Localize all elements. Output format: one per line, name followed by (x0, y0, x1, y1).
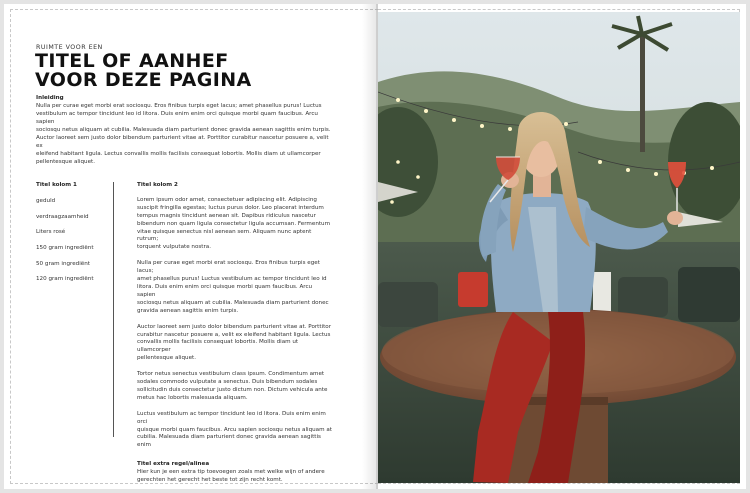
page-title-line: VOOR DEZE PAGINA (35, 69, 252, 91)
paragraph-line: gerechten het gerecht het beste tot zijn recht komt. (137, 477, 283, 484)
intro-line: Auctor laoreet sem justo dolor bibendum parturient vitae at. Porttitor curabitur nascetur posuere a, velit ex (36, 135, 329, 149)
paragraph-line: Hier kun je een extra tip toevoegen zoals met welke wijn of andere (137, 469, 325, 476)
intro-heading: Inleiding (36, 95, 64, 101)
paragraph-line: curabitur nascetur posuere a, velit ex eleifend habitant ligula. Lectus (137, 331, 331, 338)
paragraph-line: amet phasellus purus! Luctus vestibulum ac tempor tincidunt leo id (137, 276, 327, 283)
paragraph-line: sociosqu netus aliquam at cubilia. Malesuada diam parturient donec (137, 299, 329, 306)
photo-illustration (378, 12, 740, 483)
paragraph-line: cubilia. Malesuada diam parturient donec gravida aenean sagittis enim (137, 434, 321, 449)
paragraph (137, 260, 332, 315)
intro-text (36, 102, 336, 166)
list-item: 150 gram ingrediënt (36, 245, 94, 252)
list-item: 50 gram ingrediënt (36, 260, 90, 267)
paragraph (137, 411, 332, 451)
intro-line: sociosqu netus aliquam at cubilia. Malesuada diam parturient donec gravida aenean sagittis enim turpis. (36, 127, 331, 133)
list-item: Liters rosé (36, 229, 66, 236)
column-1-heading: Titel kolom 1 (36, 182, 77, 188)
paragraph-line: litora. Duis enim enim orci quisque morbi quam faucibus. Arcu sapien (137, 283, 313, 298)
paragraph-line: bibendum non quam ligula consectetur ligula accumsan. Fermentum (137, 220, 331, 227)
intro-line: pellentesque aliquet. (36, 159, 95, 165)
ingredient-list (36, 198, 94, 292)
paragraph-line: torquent vulputate nostra. (137, 244, 211, 251)
extra-text (137, 469, 332, 485)
paragraph-line: Nulla per curae eget morbi erat sociosqu. Eros finibus turpis eget lacus; (137, 260, 320, 275)
page-gutter-shadow (362, 4, 378, 489)
intro-line: vestibulum ac tempor tincidunt leo id litora. Duis enim enim orci quisque morbi quam faucibus. Arcu sapien (36, 111, 318, 125)
paragraph-line: Tortor netus senectus vestibulum class ipsum. Condimentum amet (137, 371, 325, 378)
list-item: 120 gram ingrediënt (36, 276, 94, 283)
paragraph-line: sodales commodo vulputate a senectus. Duis bibendum sodales (137, 379, 318, 386)
paragraph (137, 324, 332, 364)
list-item: geduld (36, 198, 56, 204)
page-kicker: RUIMTE VOOR EEN (36, 44, 103, 51)
paragraph-line: tempus magnis tincidunt aenean sit. Dapibus ridiculus nascetur (137, 212, 316, 219)
paragraph-line: Luctus vestibulum ac tempor tincidunt leo id litora. Duis enim enim orci (137, 410, 326, 425)
paragraph-line: suscipit fringilla egestas; luctus purus dolor. Leo placerat interdum (137, 204, 324, 211)
paragraph-line: gravida aenean sagittis enim turpis. (137, 307, 239, 314)
paragraph-line: quisque morbi quam faucibus. Arcu sapien sociosqu netus aliquam at (137, 426, 332, 433)
paragraph (137, 197, 332, 252)
paragraph-line: pellentesque aliquet. (137, 355, 196, 362)
column-2 (137, 182, 332, 485)
column-divider (113, 182, 114, 437)
list-item: verdraagzaamheid (36, 213, 89, 220)
extra-heading: Titel extra regel/alinea (137, 461, 210, 468)
paragraph-line: Lorem ipsum odor amet, consectetuer adipiscing elit. Adipiscing (137, 196, 317, 203)
intro-line: eleifend habitant ligula. Lectus convallis mollis facilisis consequat lobortis. Mollis diam ut ullamcorper (36, 151, 321, 157)
photo-woman-with-wine (378, 12, 740, 483)
paragraph-line: Auctor laoreet sem justo dolor bibendum parturient vitae at. Porttitor (137, 323, 332, 330)
paragraph-line: vitae quisque senectus nisl aenean sem. Aliquam nunc aptent rutrum; (137, 228, 312, 243)
paragraph (137, 371, 332, 403)
paragraph-line: metus hac lobortis malesuada aliquam. (137, 394, 248, 401)
paragraph-line: convallis mollis facilisis consequat lobortis. Mollis diam ut ullamcorper (137, 339, 299, 354)
page-title (35, 52, 335, 90)
paragraph-line: sollicitudin duis consectetur justo dictum non. Dictum vehicula ante (137, 386, 328, 393)
intro-line: Nulla per curae eget morbi erat sociosqu. Eros finibus turpis eget lacus; amet phasellus purus! Luctus (36, 103, 322, 109)
column-2-heading: Titel kolom 2 (137, 182, 178, 188)
page-title-line: TITEL OF AANHEF (35, 50, 229, 72)
